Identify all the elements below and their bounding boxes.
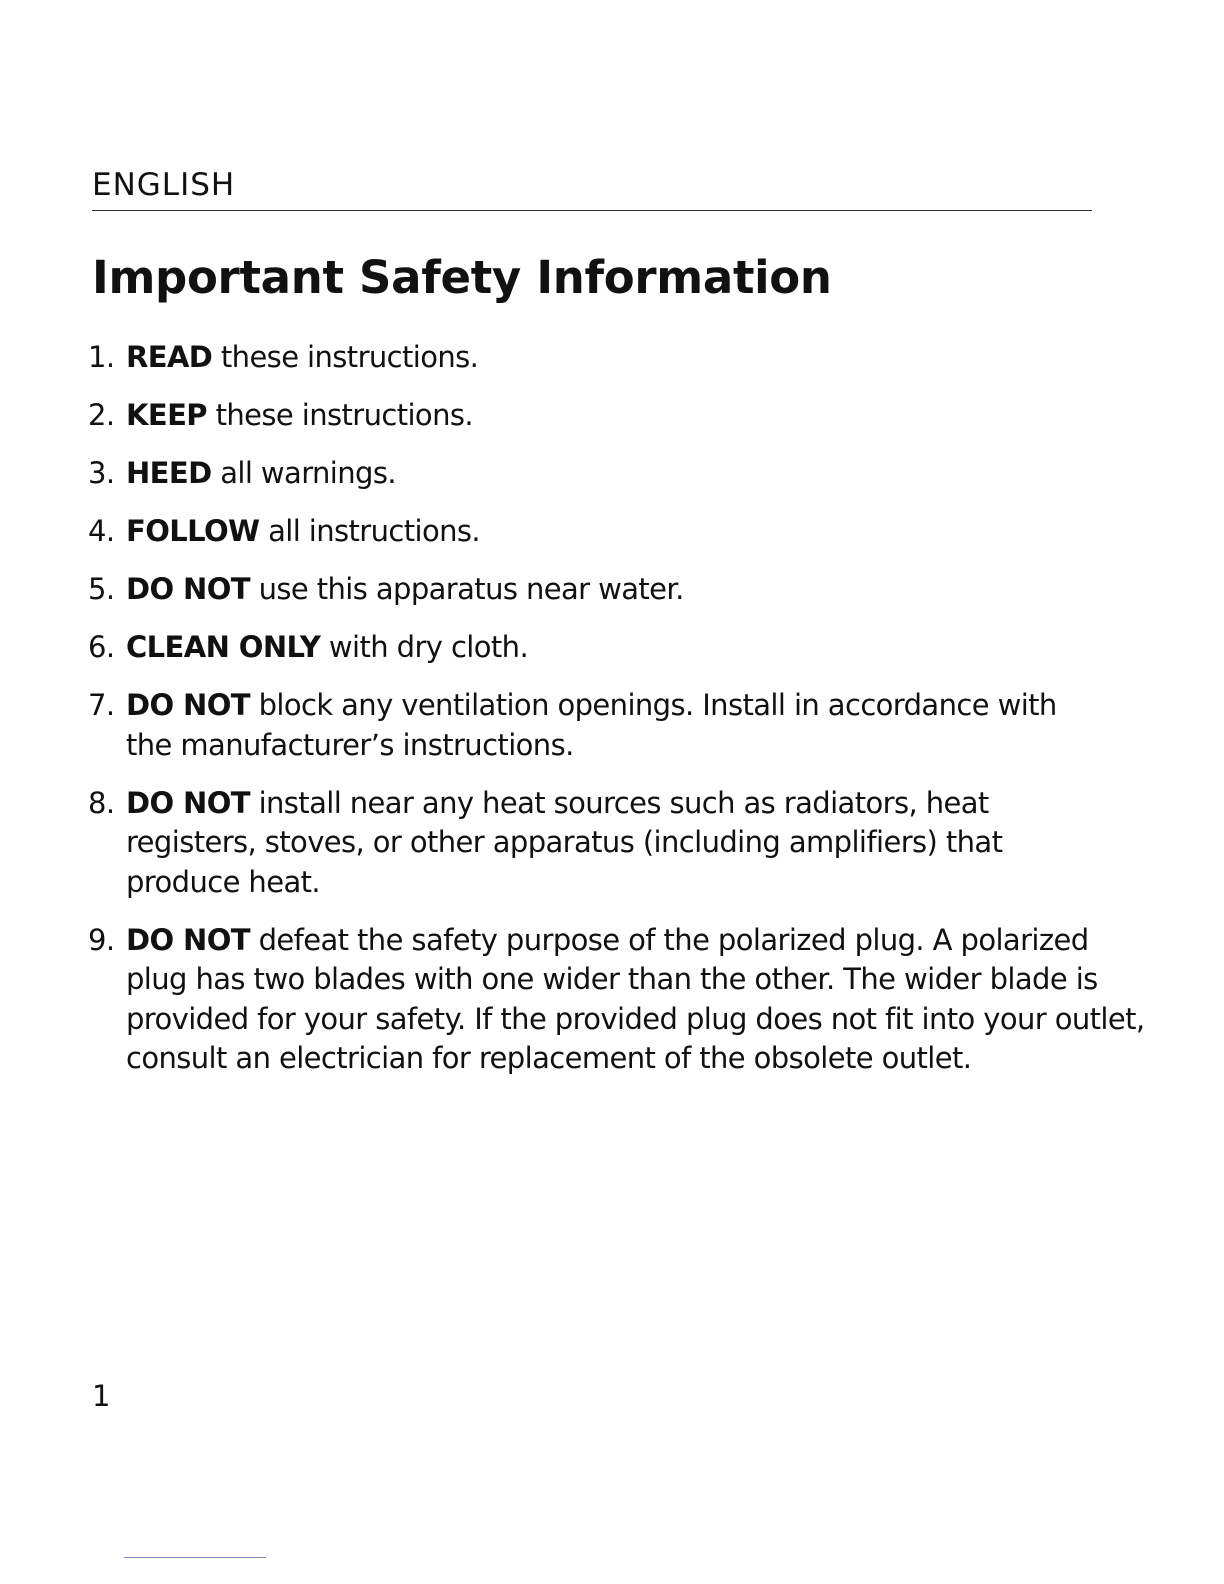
footer-divider: [124, 1557, 266, 1558]
page-number: 1: [92, 1379, 111, 1413]
list-item: [88, 784, 1056, 903]
item-number: 3.: [88, 456, 115, 490]
item-text: use this apparatus near water.: [258, 572, 684, 606]
item-keyword: FOLLOW: [126, 514, 260, 548]
list-item: [88, 628, 1148, 668]
item-number: 6.: [88, 630, 115, 664]
item-keyword: CLEAN ONLY: [126, 630, 321, 664]
list-item: [88, 396, 1148, 436]
item-text: these instructions.: [215, 398, 473, 432]
item-keyword: HEED: [126, 456, 212, 490]
item-number: 8.: [88, 785, 115, 820]
item-text: all instructions.: [268, 514, 481, 548]
list-item: [88, 512, 1148, 552]
safety-instructions-list: [88, 338, 1148, 1097]
item-number: 5.: [88, 572, 115, 606]
item-text: these instructions.: [220, 340, 479, 374]
item-number: 7.: [88, 688, 115, 722]
item-text: with dry cloth.: [328, 630, 529, 664]
item-number: 1.: [88, 340, 115, 374]
item-keyword: READ: [126, 340, 213, 374]
page-title: Important Safety Information: [92, 251, 832, 304]
item-text: install near any heat sources such as radiators, heat registers, stoves, or other apparatus (including amplifiers) that produce heat.: [126, 785, 1003, 899]
item-text: block any ventilation openings. Install in accordance with the manufacturer’s instructions.: [126, 688, 1057, 762]
item-keyword: DO NOT: [126, 572, 250, 606]
list-item: [88, 570, 1148, 610]
item-keyword: KEEP: [126, 398, 207, 432]
header-divider: [92, 210, 1092, 211]
item-number: 4.: [88, 514, 115, 548]
section-language-label: ENGLISH: [92, 167, 236, 203]
list-item: [88, 338, 1148, 378]
item-text: all warnings.: [220, 456, 396, 490]
item-text: defeat the safety purpose of the polarized plug. A polarized plug has two blades with one wider than the other. The wider blade is provided for your safety. If the provided plug does not fit into your outlet, consult an electrician for replacement of the obsolete outlet.: [126, 922, 1145, 1075]
item-keyword: DO NOT: [126, 922, 250, 957]
item-number: 9.: [88, 922, 115, 957]
item-keyword: DO NOT: [126, 785, 250, 820]
list-item: [88, 454, 1148, 494]
list-item: [88, 686, 1066, 765]
list-item: [88, 921, 1148, 1079]
item-number: 2.: [88, 398, 115, 432]
item-keyword: DO NOT: [126, 688, 250, 722]
